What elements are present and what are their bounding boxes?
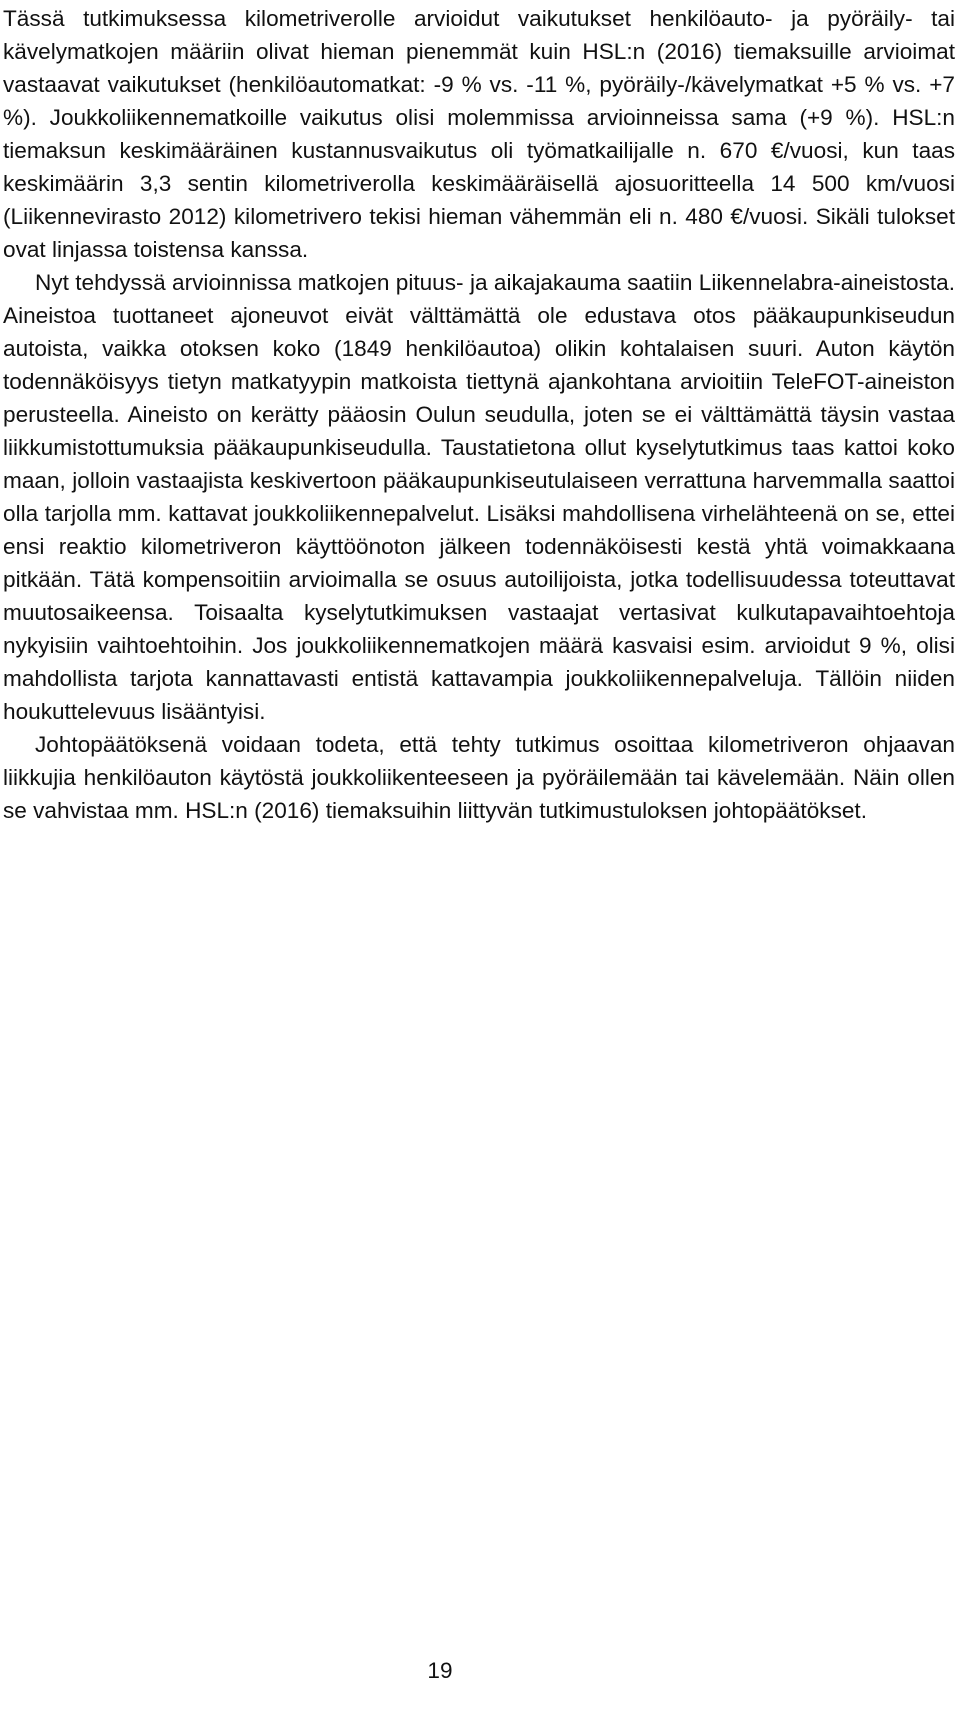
paragraph-conclusion: Johtopäätöksenä voidaan todeta, että tehty tutkimus osoittaa kilometriveron ohjaavan liikkujia henkilöauton käytöstä joukkoliikenteeseen ja pyöräilemään tai kävelemään. Näin ollen se vahvistaa mm. HSL:n (2016) tiemaksuihin liittyvän tutkimustuloksen johtopäätökset. bbox=[3, 732, 955, 823]
paragraph-comparison: Tässä tutkimuksessa kilometriverolle arvioidut vaikutukset henkilöauto- ja pyöräily- tai kävelymatkojen määriin olivat hieman pienemmät kuin HSL:n (2016) tiemaksuille arvioimat vastaavat vaikutukset (henkilöautomatkat: -9 % vs. -11 %, pyöräily-/kävelymatkat +5 % vs. +7 %). Joukkoliikennematkoille vaikutus olisi molemmissa arvioinneissa sama (+9 %). HSL:n tiemaksun keskimääräinen kustannusvaikutus oli työmatkailijalle n. 670 €/vuosi, kun taas keskimäärin 3,3 sentin kilometriverolla keskimääräisellä ajosuoritteella 14 500 km/vuosi (Liikennevirasto 2012) kilometrivero tekisi hieman vähemmän eli n. 480 €/vuosi. Sikäli tulokset ovat linjassa toistensa kanssa. bbox=[3, 6, 955, 262]
body-text bbox=[3, 2, 955, 827]
paragraph-data-sources: Nyt tehdyssä arvioinnissa matkojen pituus- ja aikajakauma saatiin Liikennelabra-aineistosta. Aineistoa tuottaneet ajoneuvot eivät välttämättä ole edustava otos pääkaupunkiseudun autoista, vaikka otoksen koko (1849 henkilöautoa) olikin kohtalaisen suuri. Auton käytön todennäköisyys tietyn matkatyypin matkoista tiettynä ajankohtana arvioitiin TeleFOT-aineiston perusteella. Aineisto on kerätty pääosin Oulun seudulla, joten se ei välttämättä täysin vastaa liikkumistottumuksia pääkaupunkiseudulla. Taustatietona ollut kyselytutkimus taas kattoi koko maan, jolloin vastaajista keskivertoon pääkaupunkiseutulaiseen verrattuna harvemmalla saattoi olla tarjolla mm. kattavat joukkoliikennepalvelut. Lisäksi mahdollisena virhelähteenä on se, ettei ensi reaktio kilometriveron käyttöönoton jälkeen todennäköisesti kestä yhtä voimakkaana pitkään. Tätä kompensoitiin arvioimalla se osuus autoilijoista, jotka todellisuudessa toteuttavat muutosaikeensa. Toisaalta kyselytutkimuksen vastaajat vertasivat kulkutapavaihtoehtoja nykyisiin vaihtoehtoihin. Jos joukkoliikennematkojen määrä kasvaisi esim. arvioidut 9 %, olisi mahdollista tarjota kannattavasti entistä kattavampia joukkoliikennepalveluja. Tällöin niiden houkuttelevuus lisääntyisi. bbox=[3, 270, 955, 724]
page-number: 19 bbox=[427, 1658, 453, 1683]
